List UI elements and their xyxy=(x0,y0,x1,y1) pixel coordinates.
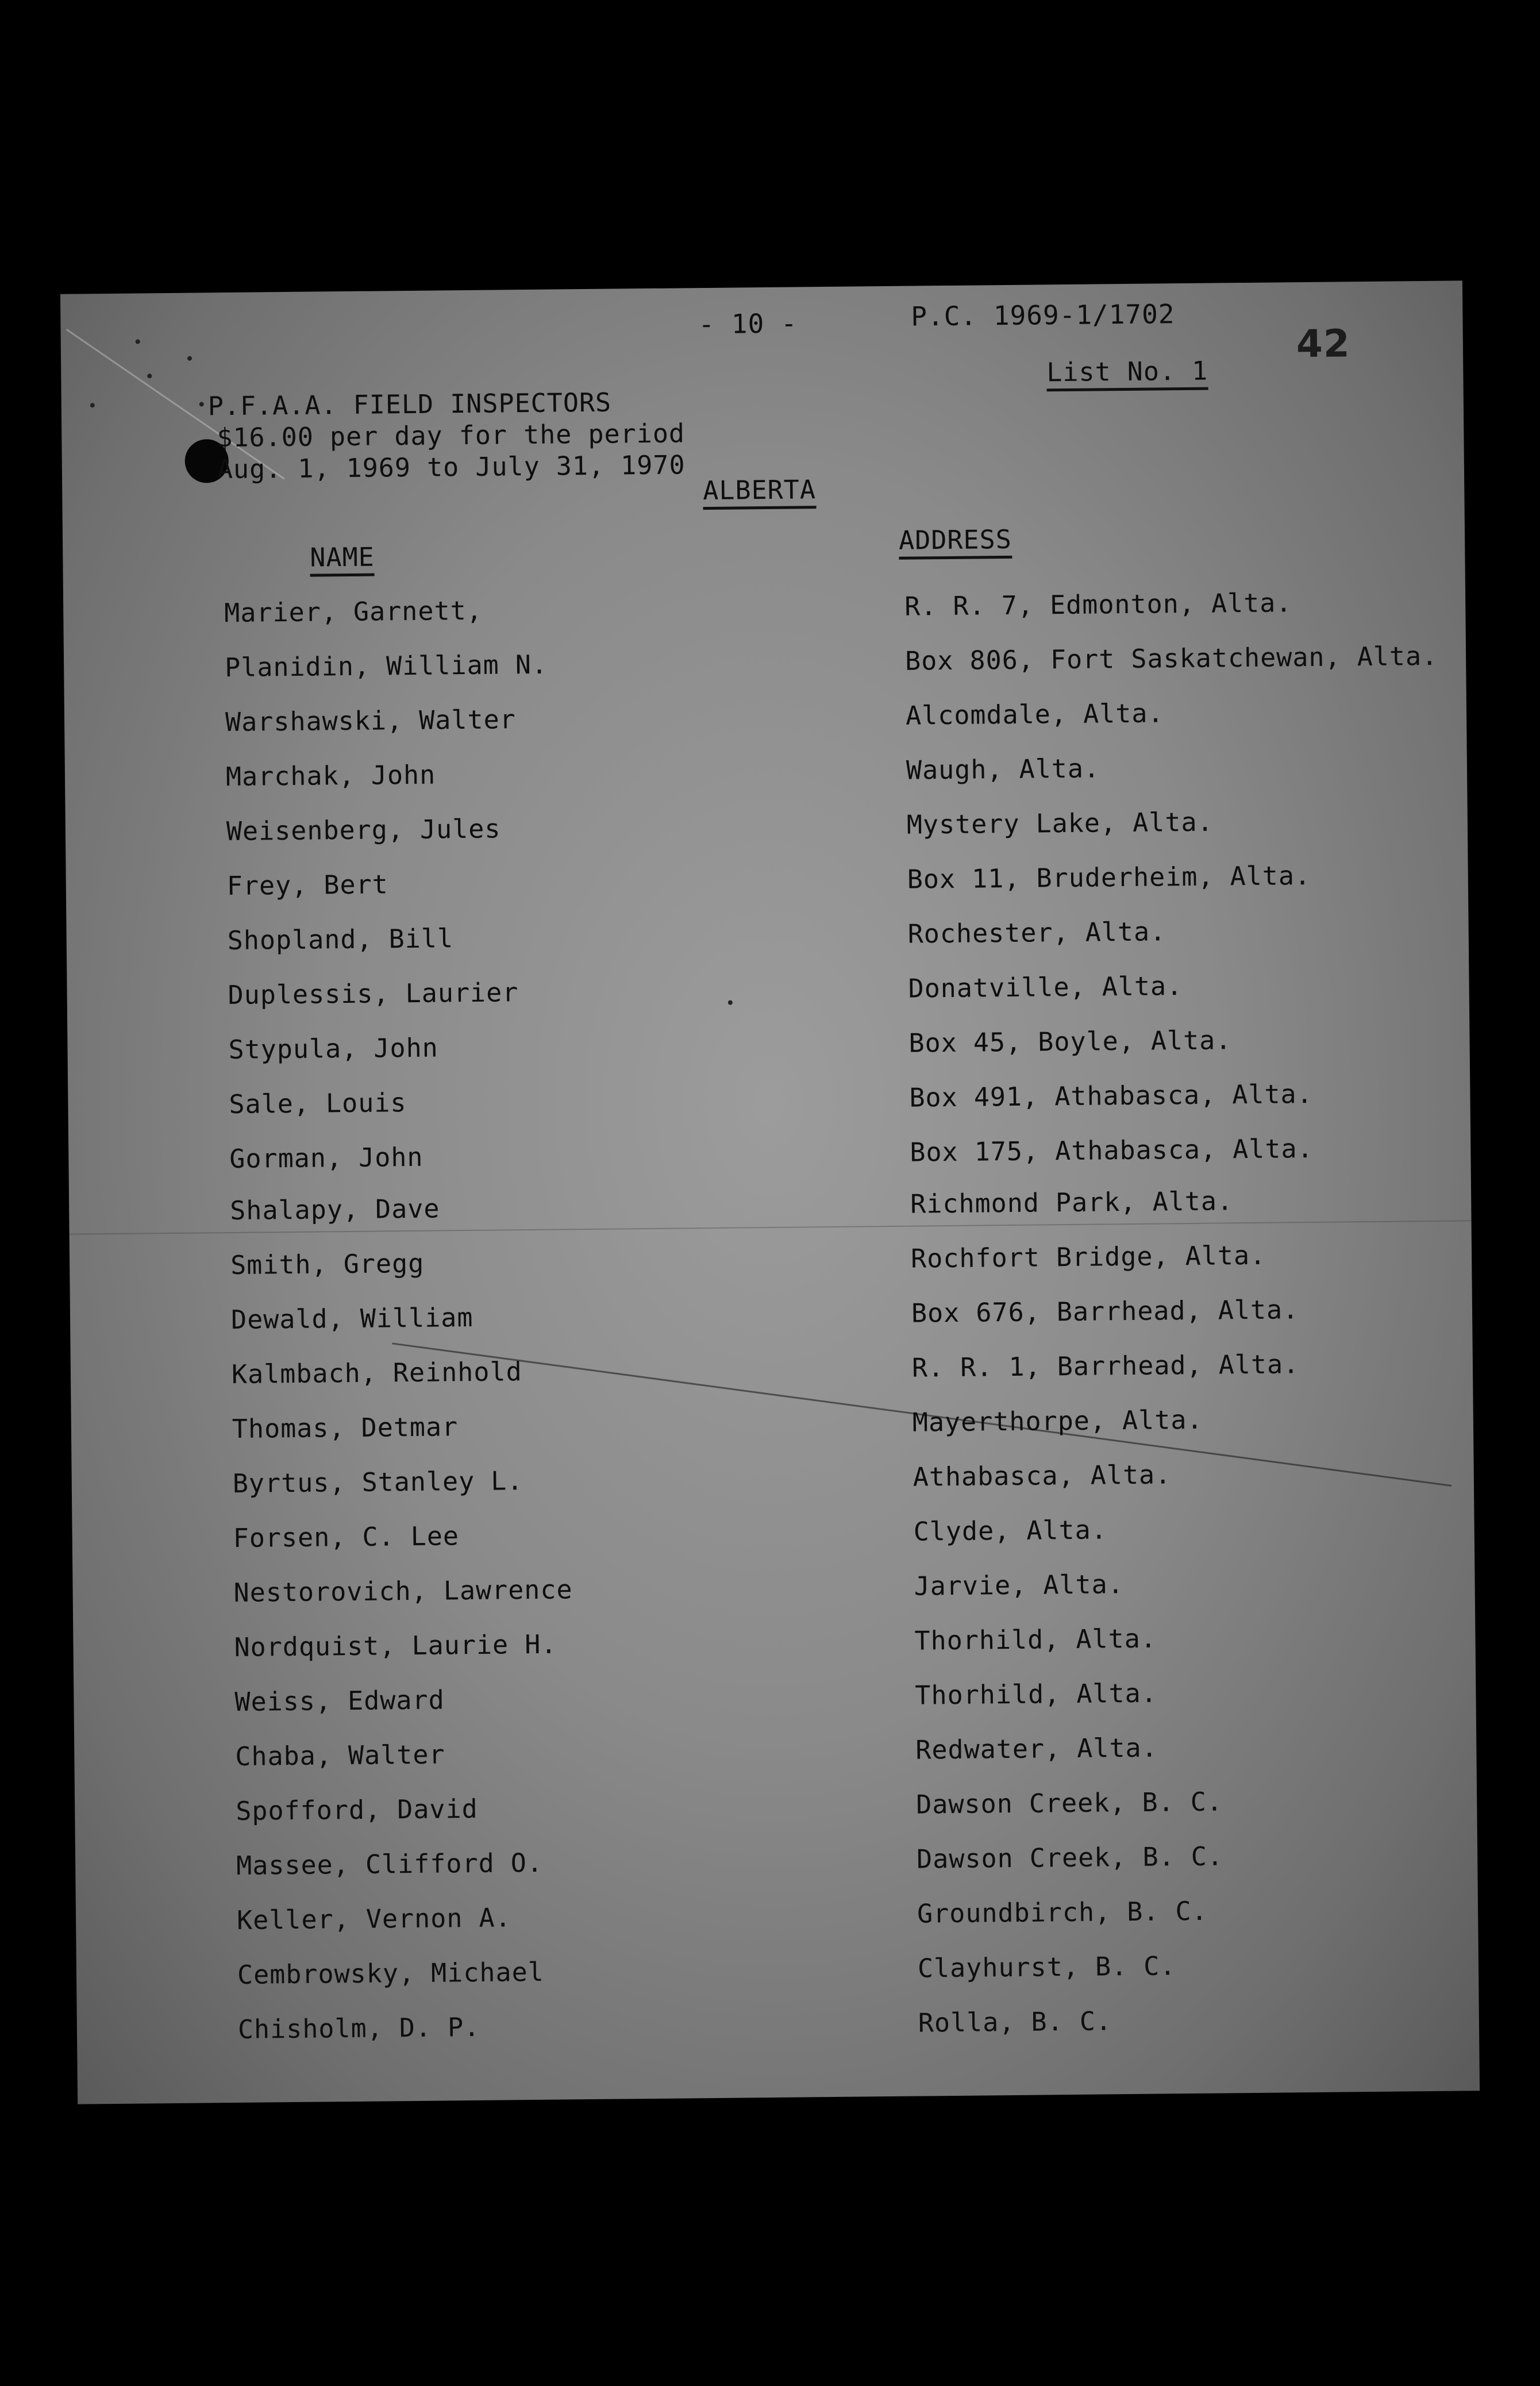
inspector-name: Nordquist, Laurie H. xyxy=(234,1629,557,1662)
inspector-address: Clayhurst, B. C. xyxy=(917,1950,1176,1984)
document-page xyxy=(60,280,1480,2104)
title-line-1: P.F.A.A. FIELD INSPECTORS xyxy=(207,387,612,422)
inspector-address: Donatville, Alta. xyxy=(908,971,1183,1004)
inspector-address: R. R. 1, Barrhead, Alta. xyxy=(911,1349,1300,1383)
list-row xyxy=(67,970,1469,1018)
inspector-address: Box 491, Athabasca, Alta. xyxy=(909,1078,1313,1113)
inspector-name: Byrtus, Stanley L. xyxy=(232,1465,523,1499)
inspector-name: Shalapy, Dave xyxy=(230,1193,440,1226)
page-number: 42 xyxy=(1296,321,1351,367)
inspector-name: Chaba, Walter xyxy=(235,1739,445,1772)
list-row xyxy=(67,1025,1469,1072)
list-row xyxy=(74,1677,1476,1725)
inspector-address: Box 806, Fort Saskatchewan, Alta. xyxy=(904,640,1438,676)
inspector-address: Mystery Lake, Alta. xyxy=(906,806,1214,840)
inspector-address: Rochfort Bridge, Alta. xyxy=(910,1240,1266,1274)
inspector-name: Frey, Bert xyxy=(226,869,389,902)
list-row xyxy=(72,1513,1474,1561)
list-row xyxy=(67,915,1469,963)
list-row xyxy=(72,1568,1474,1615)
list-label: List No. 1 xyxy=(1046,358,1208,392)
list-row xyxy=(70,1295,1472,1342)
inspector-address: Box 676, Barrhead, Alta. xyxy=(911,1294,1299,1329)
name-column-header: NAME xyxy=(310,544,375,577)
inspector-address: Alcomdale, Alta. xyxy=(905,698,1164,731)
list-row xyxy=(76,1950,1479,1998)
inspector-address: Box 175, Athabasca, Alta. xyxy=(910,1133,1314,1168)
inspector-address: Rochester, Alta. xyxy=(907,916,1166,949)
inspector-address: Thorhild, Alta. xyxy=(915,1677,1158,1711)
inspector-name: Cembrowsky, Michael xyxy=(237,1956,545,1990)
inspector-name: Keller, Vernon A. xyxy=(236,1902,511,1935)
inspector-address: Mayerthorpe, Alta. xyxy=(912,1404,1203,1438)
inspector-address: Dawson Creek, B. C. xyxy=(915,1786,1223,1820)
inspector-address: Redwater, Alta. xyxy=(915,1732,1158,1765)
inspector-address: Dawson Creek, B. C. xyxy=(916,1841,1224,1875)
inspector-name: Marier, Garnett, xyxy=(224,595,483,629)
title-line-3: Aug. 1, 1969 to July 31, 1970 xyxy=(217,449,686,485)
inspector-name: Thomas, Detmar xyxy=(232,1411,459,1445)
list-row xyxy=(71,1349,1473,1397)
address-column-header: ADDRESS xyxy=(899,526,1012,560)
list-row xyxy=(64,697,1466,745)
inspector-name: Weisenberg, Jules xyxy=(226,813,501,847)
inspector-name: Dewald, William xyxy=(230,1302,473,1336)
inspector-address: Box 11, Bruderheim, Alta. xyxy=(907,860,1311,895)
list-row xyxy=(71,1404,1473,1452)
list-row xyxy=(75,1786,1477,1834)
inspector-name: Kalmbach, Reinhold xyxy=(231,1356,522,1390)
dust-speck xyxy=(136,339,140,344)
inspector-address: Box 45, Boyle, Alta. xyxy=(908,1025,1232,1059)
inspector-name: Chisholm, D. P. xyxy=(237,2011,480,2045)
order-number: P.C. 1969-1/1702 xyxy=(911,298,1175,332)
inspector-address: Waugh, Alta. xyxy=(906,753,1100,786)
list-row xyxy=(76,1895,1478,1943)
dust-speck xyxy=(90,403,95,407)
inspector-name: Massee, Clifford O. xyxy=(236,1847,544,1881)
page-marker: - 10 - xyxy=(698,307,798,340)
inspector-name: Sale, Louis xyxy=(229,1087,407,1120)
inspector-address: Groundbirch, B. C. xyxy=(917,1895,1208,1929)
inspector-name: Planidin, William N. xyxy=(224,649,548,683)
province-heading: ALBERTA xyxy=(703,476,816,510)
dust-speck xyxy=(147,374,152,378)
inspector-name: Weiss, Edward xyxy=(234,1684,445,1717)
inspector-name: Smith, Gregg xyxy=(230,1248,425,1281)
inspector-name: Nestorovich, Lawrence xyxy=(233,1574,573,1608)
list-row xyxy=(77,2004,1479,2052)
inspector-address: R. R. 7, Edmonton, Alta. xyxy=(904,587,1292,622)
list-row xyxy=(68,1134,1470,1182)
list-row xyxy=(75,1841,1477,1888)
inspector-address: Clyde, Alta. xyxy=(913,1514,1108,1547)
list-row xyxy=(68,1079,1470,1127)
inspector-address: Richmond Park, Alta. xyxy=(910,1186,1234,1219)
inspector-name: Forsen, C. Lee xyxy=(233,1521,460,1553)
list-row xyxy=(64,642,1466,690)
title-line-2: $16.00 per day for the period xyxy=(217,418,686,453)
inspector-name: Warshawski, Walter xyxy=(225,704,517,738)
dust-speck xyxy=(199,402,204,406)
inspector-address: Athabasca, Alta. xyxy=(913,1459,1172,1492)
inspector-address: Jarvie, Alta. xyxy=(914,1569,1125,1602)
inspector-name: Stypula, John xyxy=(228,1032,439,1065)
dust-speck xyxy=(187,356,192,361)
list-row xyxy=(70,1240,1472,1288)
list-row xyxy=(66,861,1468,909)
list-row xyxy=(74,1731,1476,1779)
list-row xyxy=(69,1186,1471,1233)
list-row xyxy=(63,588,1465,636)
inspector-address: Thorhild, Alta. xyxy=(914,1623,1157,1656)
inspector-name: Duplessis, Laurier xyxy=(228,977,519,1011)
list-row xyxy=(66,806,1468,854)
list-row xyxy=(65,752,1467,799)
inspector-name: Spofford, David xyxy=(236,1793,478,1826)
inspector-name: Gorman, John xyxy=(229,1141,424,1175)
inspector-address: Rolla, B. C. xyxy=(918,2006,1112,2038)
inspector-name: Marchak, John xyxy=(225,759,436,792)
inspector-name: Shopland, Bill xyxy=(227,923,454,956)
list-row xyxy=(73,1622,1475,1670)
list-row xyxy=(72,1458,1474,1506)
